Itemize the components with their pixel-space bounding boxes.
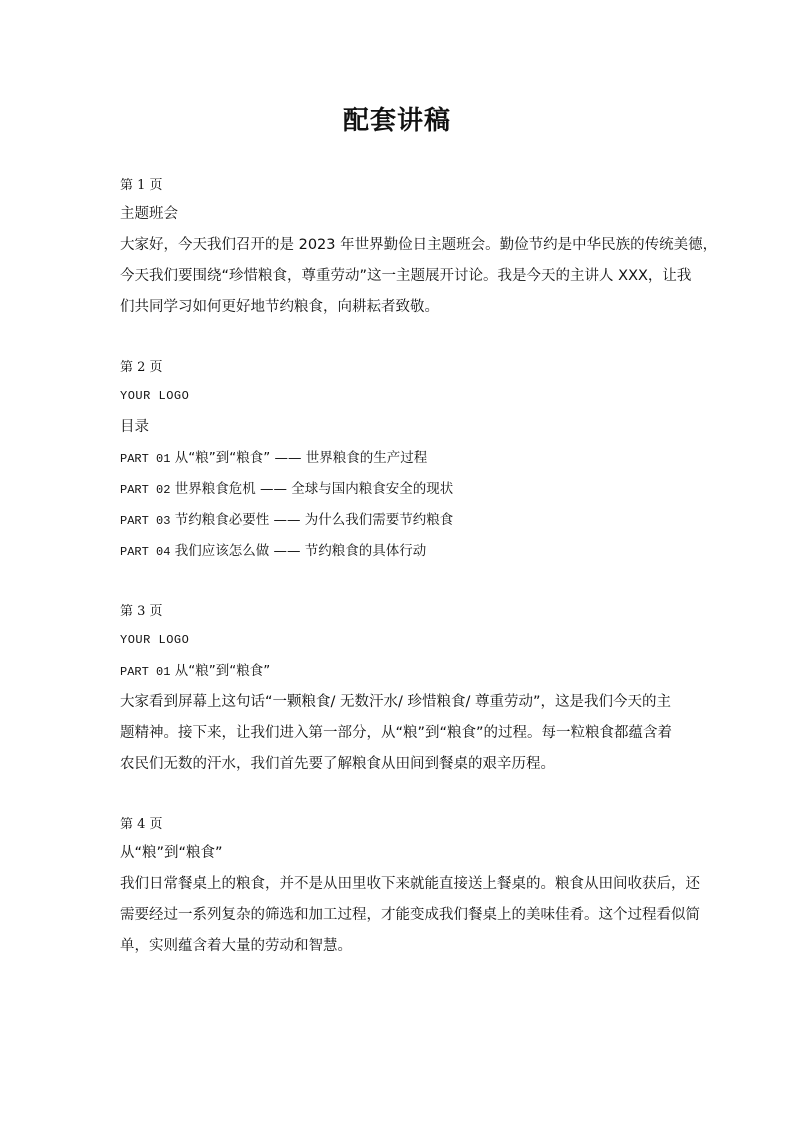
section-heading: 从“粮”到“粮食”: [120, 845, 223, 861]
toc-item: [120, 474, 680, 505]
toc-item-text: 节约粮食必要性 —— 为什么我们需要节约粮食: [174, 512, 454, 528]
toc-item: [120, 536, 680, 567]
section-page-4: [120, 812, 700, 962]
body-line: 大家好，今天我们召开的是 2023 年世界勤俭日主题班会。勤俭节约是中华民族的传统美德，: [120, 237, 718, 253]
section-heading: 目录: [120, 419, 149, 435]
body-line: 题精神。接下来，让我们进入第一部分，从“粮”到“粮食”的过程。每一粒粮食都蕴含着: [120, 725, 673, 741]
document-content: [120, 173, 718, 994]
page-label: 第 1 页: [120, 178, 163, 193]
toc-part-number: PART 02: [120, 483, 171, 497]
toc-part-number: PART 03: [120, 514, 171, 528]
toc-item-text: 世界粮食危机 —— 全球与国内粮食安全的现状: [174, 481, 454, 497]
body-line: 们共同学习如何更好地节约粮食，向耕耘者致敬。: [120, 299, 439, 315]
page-label: 第 2 页: [120, 360, 163, 375]
part-title: 从“粮”到“粮食”: [174, 663, 271, 679]
logo-placeholder: YOUR LOGO: [120, 389, 190, 403]
part-heading: [120, 656, 680, 687]
document-title: 配套讲稿: [342, 106, 451, 136]
toc-item-text: 从“粮”到“粮食” —— 世界粮食的生产过程: [174, 450, 428, 466]
section-page-3: [120, 599, 680, 780]
toc-item: [120, 443, 680, 474]
section-page-2: [120, 355, 680, 567]
toc-part-number: PART 04: [120, 545, 171, 559]
section-page-1: [120, 173, 718, 323]
toc-item-text: 我们应该怎么做 —— 节约粮食的具体行动: [174, 543, 427, 559]
section-heading: 主题班会: [120, 206, 178, 222]
body-line: 大家看到屏幕上这句话“一颗粮食/ 无数汗水/ 珍惜粮食/ 尊重劳动”，这是我们今天的主: [120, 694, 672, 710]
toc-part-number: PART 01: [120, 452, 171, 466]
page-label: 第 4 页: [120, 817, 163, 832]
page-label: 第 3 页: [120, 604, 163, 619]
logo-placeholder: YOUR LOGO: [120, 633, 190, 647]
body-line: 今天我们要围绕“珍惜粮食，尊重劳动”这一主题展开讨论。我是今天的主讲人 XXX，让我: [120, 268, 692, 284]
toc-item: [120, 505, 680, 536]
body-line: 农民们无数的汗水，我们首先要了解粮食从田间到餐桌的艰辛历程。: [120, 756, 555, 772]
part-number: PART 01: [120, 665, 171, 679]
body-line: 我们日常餐桌上的粮食，并不是从田里收下来就能直接送上餐桌的。粮食从田间收获后，还: [120, 876, 700, 892]
body-line: 单，实则蕴含着大量的劳动和智慧。: [120, 938, 352, 954]
body-line: 需要经过一系列复杂的筛选和加工过程，才能变成我们餐桌上的美味佳肴。这个过程看似简: [120, 907, 700, 923]
